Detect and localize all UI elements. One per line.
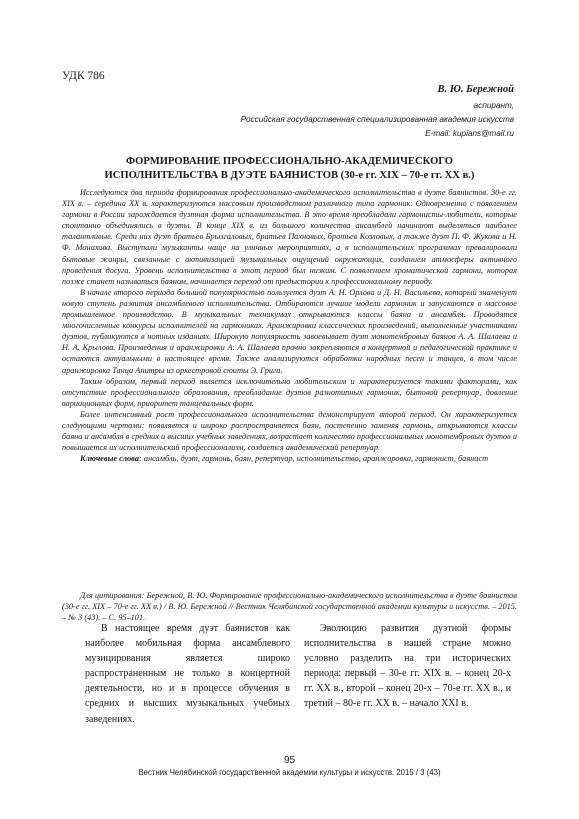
abstract-paragraph-2: В начале второго периода большой популярностью пользуется дуэт А. Н. Орлова и Д. Н. Васильева, который знаменует новую ступень развития ансамблевого исполнительства. Отбираются лучшие модели гармоник и запускаются в массовое промышленное производство. В музыкальных техникумах открываются классы баяна и ансамбля. Проводятся многочисленные конкурсы исполнителей на гармониках. Аранжировки классических произведений, выполненные участниками дуэтов, публикуются в нотных изданиях. Широкую популярность завоевывает дуэт монотембровых баянов А. А. Шалаева и Н. А. Крылова. Произведения и аранжировки А. А. Шалаева прочно закрепляются в концертной и педагогической практике и остаются актуальными в настоящее время. Также анализируются обработки народных песен и танцев, в том числе аранжировка Танца Анитры из оркестровой сюиты Э. Грига. <box>62 287 517 375</box>
keywords-text: : ансамбль, дуэт, гармонь, баян, репертуар, исполнительство, аранжировка, гармонист, баянист <box>138 454 489 464</box>
udk-code: УДК 786 <box>62 70 105 82</box>
body-paragraph-left: В настоящее время дуэт баянистов как наиболее мобильная форма ансамблевого музицирования является широко распространенным не только в концертной деятельности, но и в процессе обучения в средних и высших музыкальных учебных заведениях. <box>85 623 290 725</box>
keywords-label: Ключевые слова <box>80 454 139 464</box>
abstract <box>62 187 517 464</box>
abstract-paragraph-4: Более интенсивный рост профессионального исполнительства демонстрирует второй период. Он характеризуется следующими чертами: появляется и широко распространяется баян, постепенно заменяя гармонь, открываются классы баяна и ансамбля в средних и высших учебных заведениях, возрастает количество профессиональных монотембровых дуэтов и повышается их исполнительский профессионализм, создается академический репертуар. <box>62 409 517 453</box>
body-column-right <box>304 621 511 712</box>
journal-footer: Вестник Челябинской государственной академии культуры и искусств. 2015 / 3 (43) <box>138 768 441 777</box>
author-name: В. Ю. Бережной <box>437 84 514 95</box>
author-affiliation: Российская государственная специализированная академия искусств <box>240 115 514 124</box>
citation <box>62 590 517 623</box>
citation-text: Для цитирования: Бережной, В. Ю. Формирование профессионально-академического исполнительства в дуэте баянистов (30-е гг. XIX – 70-е гг. XX в.) / В. Ю. Бережной // Вестник Челябинской государственной академии культуры и искусств. – 2015. – № 3 (43). – С. 95–101. <box>62 591 517 623</box>
body-column-left <box>85 621 290 727</box>
abstract-paragraph-1: Исследуются два периода формирования профессионально-академического исполнительства в дуэте баянистов. 30-е гг. XIX в. – середина XX в. характеризуются массовым производством различного типа гармоник. Одновременно с появлением гармони в России зарождается дуэтная форма исполнительства. В это время преобладали гармонисты-любители, которые спонтанно объединялись в дуэты. В конце XIX в. из большого количества ансамблей начинают выделяться наиболее талантливые. Среди них дуэт братьев Брызгаловых, братьев Пахновых, братьев Козловых, а также дуэт П. Ф. Жукова и Н. Ф. Монахова. Выступали музыканты чаще на уличных мероприятиях, а в исполнительских программах превалировали бытовые жанры, связанные с активизацией музыкальных ощущений окружающих, созданием атмосферы активного проведения досуга. Уровень исполнительства в этот период был низким. С появлением хроматической гармони, которая позже станет называться баяном, начинается переход от предыстории к профессиональному периоду. <box>62 188 517 286</box>
abstract-paragraph-3: Таким образом, первый период является исключительно любительским и характеризуется такими факторами, как отсутствие профессионального образования, преобладание дуэтов разнотипных гармоник, бытовой репертуар, довление вариационных форм, приоритет танцевальных форм. <box>62 376 517 408</box>
author-email: E-mail: kupians@mail.ru <box>425 129 514 138</box>
keywords <box>62 453 517 464</box>
article-title <box>62 155 517 182</box>
page-number: 95 <box>283 755 296 766</box>
body-paragraph-right: Эволюцию развития дуэтной формы исполнительства в нашей стране можно условно разделить на три исторических периода: первый – 30-е гг. XIX в. – конец 20-х гг. XX в., второй – конец 20-х – 70-е гг. XX в., и третий – 80-е гг. XX в. – начало XXI в. <box>304 623 511 710</box>
title-line-2: ИСПОЛНИТЕЛЬСТВА В ДУЭТЕ БАЯНИСТОВ (30-е гг. XIX – 70-е гг. XX в.) <box>104 169 475 181</box>
author-position: аспирант, <box>473 101 514 110</box>
title-line-1: ФОРМИРОВАНИЕ ПРОФЕССИОНАЛЬНО-АКАДЕМИЧЕСКОГО <box>125 156 454 167</box>
